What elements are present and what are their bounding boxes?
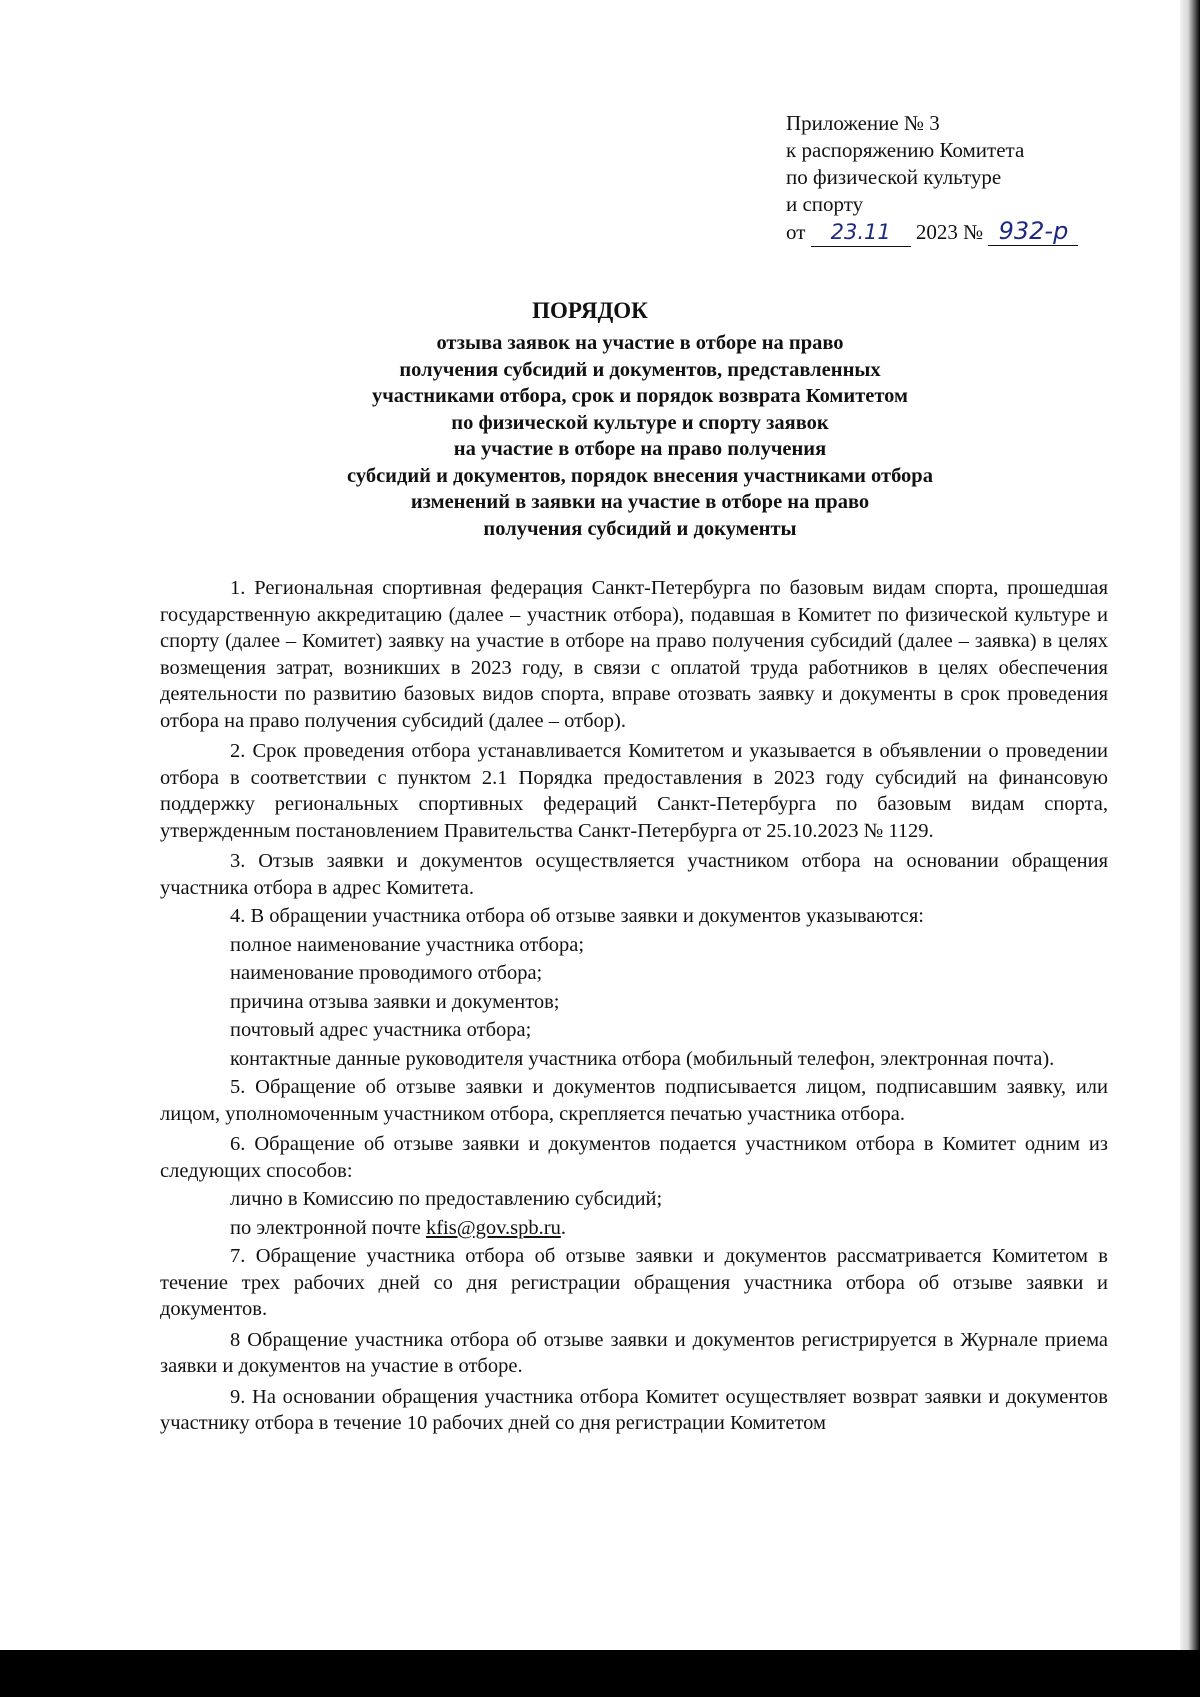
subtitle-line: на участие в отборе на право получения xyxy=(453,438,827,460)
scan-edge xyxy=(1180,0,1200,1650)
paragraph-4: 4. В обращении участника отбора об отзыве заявки и документов указываются: xyxy=(230,905,924,927)
date-prefix: от xyxy=(786,220,806,244)
list-item: почтовый адрес участника отбора; xyxy=(230,1019,532,1041)
appendix-line: к распоряжению Комитета xyxy=(786,138,1025,162)
handwritten-date: 23.11 xyxy=(811,219,911,247)
document-title: ПОРЯДОК xyxy=(532,298,648,323)
document-body xyxy=(160,575,1108,1439)
email-suffix: . xyxy=(560,1216,566,1239)
document-subtitle xyxy=(240,330,1040,542)
appendix-header xyxy=(786,110,1078,247)
subtitle-line: изменений в заявки на участие в отборе на право xyxy=(410,491,870,513)
subtitle-line: получения субсидий и документов, представленных xyxy=(399,358,881,381)
list-item: причина отзыва заявки и документов; xyxy=(230,990,560,1013)
paragraph-7: 7. Обращение участника отбора об отзыве заявки и документов рассматривается Комитетом в течение трех рабочих дней со дня регистрации обращения участника отбора об отзыве заявки и документов. xyxy=(160,1245,1108,1320)
appendix-line: и спорту xyxy=(786,192,864,216)
year-number-label: 2023 № xyxy=(915,220,984,244)
email-label: по электронной почте xyxy=(230,1216,421,1239)
subtitle-line: по физической культуре и спорту заявок xyxy=(451,411,829,434)
subtitle-line: получения субсидий и документы xyxy=(483,517,797,540)
list-item: лично в Комиссию по предоставлению субсидий; xyxy=(230,1188,663,1210)
list-item: наименование проводимого отбора; xyxy=(230,962,543,984)
paragraph-8: 8 Обращение участника отбора об отзыве заявки и документов регистрируется в Журнале приема заявки и документов на участие в отборе. xyxy=(160,1328,1108,1377)
list-item: полное наименование участника отбора; xyxy=(230,933,585,956)
paragraph-1: 1. Региональная спортивная федерация Санкт-Петербурга по базовым видам спорта, прошедшая государственную аккредитацию (далее – участник отбора), подавшая в Комитет по физической культуре и спорту (далее – Комитет) заявку на участие в отборе на право получения субсидий (далее – заявка) в целях возмещения затрат, возникших в 2023 году, в связи с оплатой труда работников в целях обеспечения деятельности по развитию базовых видов спорта, вправе отозвать заявку и документы в срок проведения отбора на право получения субсидий (далее – отбор). xyxy=(160,577,1108,732)
list-item-contacts: контактные данные руководителя участника отбора (мобильный телефон, электронная почта). xyxy=(230,1047,1055,1070)
paragraph-5: 5. Обращение об отзыве заявки и документов подписывается лицом, подписавшим заявку, или лицом, уполномоченным участником отбора, скрепляется печатью участника отбора. xyxy=(160,1076,1108,1125)
paragraph-6: 6. Обращение об отзыве заявки и документов подается участником отбора в Комитет одним из следующих способов: xyxy=(160,1133,1108,1182)
paragraph-2: 2. Срок проведения отбора устанавливается Комитетом и указывается в объявлении о проведении отбора в соответствии с пунктом 2.1 Порядка предоставления в 2023 году субсидий на финансовую поддержку региональных спортивных федераций Санкт-Петербурга по базовым видам спорта, утвержденным постановлением Правительства Санкт-Петербурга от 25.10.2023 № 1129. xyxy=(160,740,1108,842)
subtitle-line: субсидий и документов, порядок внесения участниками отбора xyxy=(347,464,933,487)
paragraph-3: 3. Отзыв заявки и документов осуществляется участником отбора на основании обращения участника отбора в адрес Комитета. xyxy=(160,850,1108,899)
appendix-line: Приложение № 3 xyxy=(786,111,940,135)
email-link[interactable]: kfis@gov.spb.ru xyxy=(425,1216,561,1239)
handwritten-number: 932-р xyxy=(988,218,1078,246)
appendix-line: по физической культуре xyxy=(786,165,1002,189)
appendix-date-line xyxy=(786,218,1078,247)
paragraph-9: 9. На основании обращения участника отбора Комитет осуществляет возврат заявки и документов участнику отбора в течение 10 рабочих дней со дня регистрации Комитетом xyxy=(160,1385,1108,1434)
subtitle-line: отзыва заявок на участие в отборе на право xyxy=(436,332,844,354)
subtitle-line: участниками отбора, срок и порядок возврата Комитетом xyxy=(372,385,908,407)
list-item-email xyxy=(160,1215,1108,1242)
